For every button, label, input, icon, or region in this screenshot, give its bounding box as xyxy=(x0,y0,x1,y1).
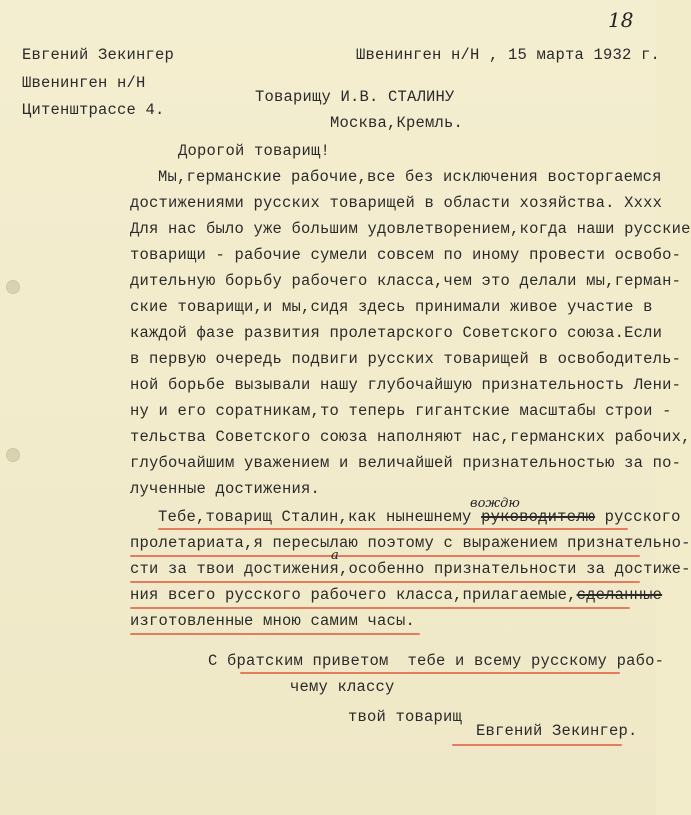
red-underline xyxy=(130,633,420,635)
struck-word: руководителю xyxy=(481,508,596,526)
body-line: дительную борьбу рабочего класса,чем это делали мы,герман- xyxy=(130,272,682,290)
closing-line: С братским приветом тебе и всему русскому рабо- xyxy=(208,652,665,670)
body-line: пролетариата,я пересылаю поэтому с выражением признательно- xyxy=(130,534,691,552)
handwritten-insert: вождю xyxy=(470,496,520,511)
body-line: Для нас было уже большим удовлетворением,когда наши русские xyxy=(130,220,691,238)
place-date: Швенинген н/Н , 15 марта 1932 г. xyxy=(356,46,661,64)
body-line: ские товарищи,и мы,сидя здесь принимали живое участие в xyxy=(130,298,653,316)
body-line: ной борьбе вызывали нашу глубочайшую признательность Лени- xyxy=(130,376,682,394)
sender-name: Евгений Зекингер xyxy=(22,46,175,64)
body-line: ну и его соратникам,то теперь гигантские масштабы строи - xyxy=(130,402,672,420)
body-line: Тебе,товарищ Сталин,как нынешнему руководителю русского xyxy=(158,508,681,526)
addressee-address: Москва,Кремль. xyxy=(330,114,464,132)
body-line: ния всего русского рабочего класса,прилагаемые,сделанные xyxy=(130,586,663,604)
body-line: товарищи - рабочие сумели совсем по иному провести освобо- xyxy=(130,246,682,264)
body-line: сти за твои достижения,особенно признательности за достиже- xyxy=(130,560,691,578)
body-line: Мы,германские рабочие,все без исключения восторгаемся xyxy=(158,168,662,186)
body-line: каждой фазе развития пролетарского Советского союза.Если xyxy=(130,324,663,342)
punch-hole xyxy=(6,280,20,294)
addressee-name: Товарищу И.В. СТАЛИНУ xyxy=(255,88,455,106)
red-underline xyxy=(452,744,622,746)
closing-line: чему классу xyxy=(290,678,395,696)
red-underline xyxy=(158,528,628,530)
body-line: достижениями русских товарищей в области хозяйства. Хххх xyxy=(130,194,663,212)
handwritten-letter: а xyxy=(331,548,339,563)
body-line: изготовленные мною самим часы. xyxy=(130,612,416,630)
struck-word: сделанные xyxy=(576,586,663,604)
body-line: в первую очередь подвиги русских товарищей в освободитель- xyxy=(130,350,682,368)
closing-line: твой товарищ xyxy=(348,708,463,726)
body-line: глубочайшим уважением и величайшей признательностью за по- xyxy=(130,454,682,472)
signature: Евгений Зекингер. xyxy=(476,722,638,740)
red-underline xyxy=(240,672,620,674)
red-underline xyxy=(130,555,640,557)
red-underline xyxy=(130,581,640,583)
greeting: Дорогой товарищ! xyxy=(178,142,331,160)
body-line: тельства Советского союза наполняют нас,германских рабочих, xyxy=(130,428,691,446)
punch-hole xyxy=(6,448,20,462)
red-underline xyxy=(130,607,630,609)
page-number: 18 xyxy=(608,8,634,32)
sender-street: Цитенштрассе 4. xyxy=(22,101,165,119)
sender-city: Швенинген н/Н xyxy=(22,74,146,92)
body-line: лученные достижения. xyxy=(130,480,321,498)
